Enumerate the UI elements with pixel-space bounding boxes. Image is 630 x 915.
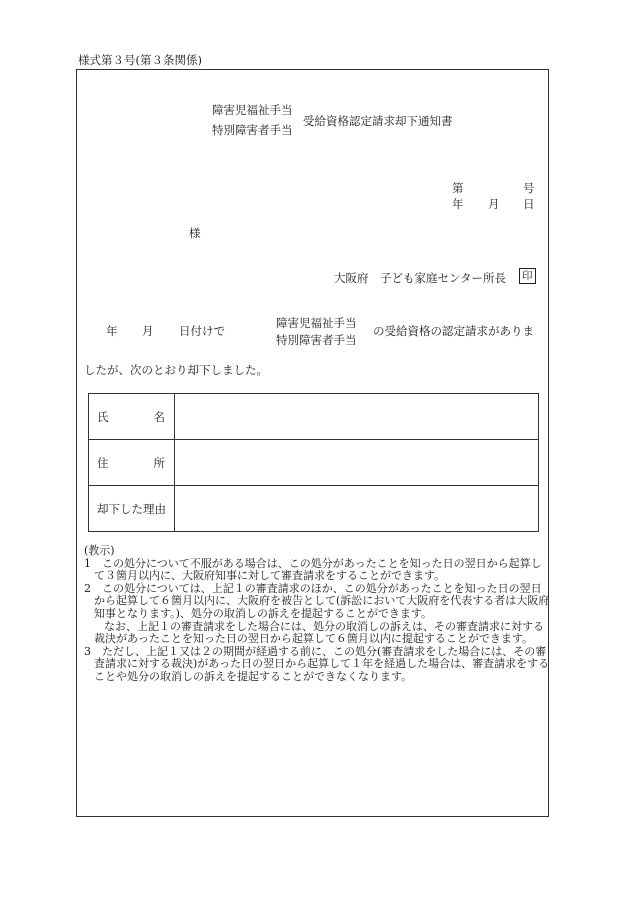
name-value-cell[interactable] [175, 394, 539, 440]
table-row-name [89, 394, 539, 440]
table-row-address [89, 440, 539, 486]
title-allowance-2: 特別障害者手当 [212, 123, 293, 137]
sender-name: 大阪府 子ども家庭センター所長 [334, 271, 507, 285]
form-label: 様式第３号(第３条関係) [78, 53, 202, 67]
notice-item-1: 1 この処分について不服がある場合は、この処分があったことを知った日の翌日から起算して３箇月以内に、大阪府知事に対して審査請求をすることができます。 [84, 556, 542, 583]
title-allowance-1: 障害児福祉手当 [212, 103, 293, 117]
notice-item-2: 2 この処分については、上記１の審査請求のほか、この処分があったことを知った日の翌日から起算して６箇月以内に、大阪府を被告として(訴訟において大阪府を代表する者は大阪府知事となります。)、処分の取消しの訴えを提起することができます。 [84, 581, 550, 620]
address-label-cell [89, 440, 175, 486]
date-year: 年 [452, 197, 464, 211]
body-allowance-2: 特別障害者手当 [276, 333, 357, 347]
table-row-reason [89, 486, 539, 532]
body-date-suffix: 日付けで [179, 324, 225, 338]
name-label-b: 名 [153, 409, 165, 424]
reason-label-cell [89, 486, 175, 532]
notice-item-2-note: なお、上記１の審査請求をした場合には、処分の取消しの訴えは、その審査請求に対する裁決があったことを知った日の翌日から起算して６箇月以内に提起することができます。 [94, 619, 544, 646]
address-label-a: 住 [97, 455, 109, 470]
body-text-line2: したが、次のとおり却下しました。 [84, 363, 268, 377]
recipient-suffix: 様 [189, 226, 201, 240]
body-year: 年 [106, 324, 118, 338]
address-label-b: 所 [153, 455, 165, 470]
doc-number-suffix: 号 [523, 181, 535, 195]
name-label-a: 氏 [97, 409, 109, 424]
reason-label: 却下した理由 [97, 501, 166, 516]
date-month: 月 [488, 197, 500, 211]
notice-heading: (教示) [84, 544, 115, 557]
date-day: 日 [523, 197, 535, 211]
body-month: 月 [142, 324, 154, 338]
notice-block [84, 545, 550, 684]
body-allowance-1: 障害児福祉手当 [276, 316, 357, 330]
body-text-tail: の受給資格の認定請求がありま [373, 324, 534, 338]
notice-item-3: 3 ただし、上記１又は２の期間が経過する前に、この処分(審査請求をした場合には、その審査請求に対する裁決)があった日の翌日から起算して１年を経過した場合は、審査請求をすることや処分の取消しの訴えを提起することができなくなります。 [84, 644, 550, 683]
seal-mark: 印 [519, 268, 536, 284]
document-title: 受給資格認定請求却下通知書 [303, 114, 453, 128]
doc-number-label: 第 [452, 181, 464, 195]
name-label-cell [89, 394, 175, 440]
reason-value-cell[interactable] [175, 486, 539, 532]
address-value-cell[interactable] [175, 440, 539, 486]
info-table [88, 393, 539, 532]
